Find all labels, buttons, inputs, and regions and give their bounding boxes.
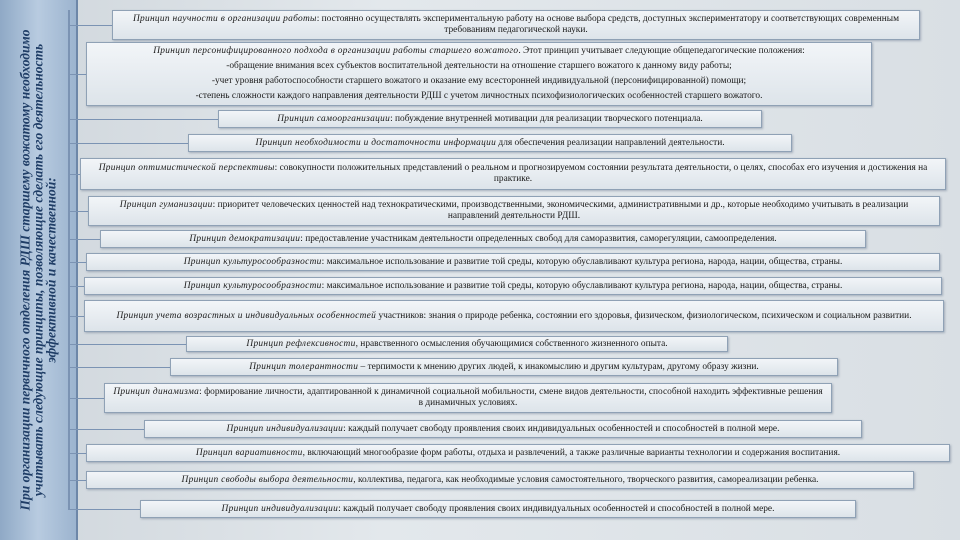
principle-title: Принцип индивидуализации xyxy=(221,503,339,514)
principle-text: : приоритет человеческих ценностей над технократическими, производственными, экономическими, административными и др., которые необходимо учитывать в реализации направлений деятельности РДШ. xyxy=(212,200,909,221)
principle-title: Принцип свободы выбора деятельности xyxy=(181,474,354,485)
principle-box xyxy=(88,196,940,226)
principle-title: Принцип самоорганизации xyxy=(277,113,391,124)
side-panel xyxy=(0,0,78,540)
principle-title: Принцип учета возрастных и индивидуальных особенностей xyxy=(116,310,377,321)
principle-box xyxy=(170,358,838,376)
principle-box xyxy=(84,277,942,295)
connector-tick xyxy=(70,316,84,317)
principle-title: Принцип культуросообразности xyxy=(183,280,322,291)
principle-title: Принцип необходимости и достаточности информации xyxy=(255,137,497,148)
principle-text: , нравственного осмысления обучающимися собственного жизненного опыта. xyxy=(355,338,668,349)
connector-tick xyxy=(70,509,140,510)
principle-text: для обеспечения реализации направлений деятельности. xyxy=(496,137,725,148)
connector-tick xyxy=(70,398,104,399)
connector-tick xyxy=(70,211,88,212)
principle-title: Принцип динамизма xyxy=(113,387,200,397)
connector-tick xyxy=(70,344,186,345)
principle-title: Принцип персонифицированного подхода в организации работы старшего вожатого xyxy=(153,46,519,56)
connector-tick xyxy=(70,25,112,26)
principle-subitem: -учет уровня работоспособности старшего вожатого и оказание ему всесторонней индивидуальной (персонифицированной) помощи; xyxy=(211,76,747,86)
principle-text: , включающий многообразие форм работы, отдыха и развлечений, а также различные варианты технологии и содержания воспитания. xyxy=(302,447,841,458)
principle-text: участников: знания о природе ребенка, состоянии его здоровья, физическом, физиологическом, психическом и социальном развитии. xyxy=(376,310,912,321)
principle-title: Принцип толерантности xyxy=(249,361,359,372)
principle-box xyxy=(218,110,762,128)
connector-tick xyxy=(70,74,86,75)
principle-box xyxy=(144,420,862,438)
principle-box xyxy=(84,300,944,332)
principle-text: : побуждение внутренней мотивации для реализации творческого потенциала. xyxy=(390,113,703,124)
principle-box xyxy=(86,471,914,489)
connector-tick xyxy=(70,262,86,263)
connector-tick xyxy=(70,143,188,144)
principle-box xyxy=(86,42,872,106)
principle-title: Принцип оптимистической перспективы xyxy=(98,163,275,173)
principle-subitem: -степень сложности каждого направления деятельности РДШ с учетом личностных психофизиологических особенностей старшего вожатого. xyxy=(195,91,763,101)
principle-title: Принцип вариативности xyxy=(195,447,303,458)
principle-title: Принцип демократизации xyxy=(189,233,301,244)
connector-line xyxy=(68,10,70,510)
principle-box xyxy=(112,10,920,40)
principle-text: : каждый получает свободу проявления своих индивидуальных особенностей и способностей в полной мере. xyxy=(338,503,775,514)
principle-box xyxy=(104,383,832,413)
connector-tick xyxy=(70,286,84,287)
connector-tick xyxy=(70,174,80,175)
principle-text: : постоянно осуществлять экспериментальную работу на основе выбора средств, доступных экспериментатору и соответствующих современным требованиям педагогической науки. xyxy=(316,14,900,35)
principle-title: Принцип индивидуализации xyxy=(226,423,344,434)
principle-title: Принцип культуросообразности xyxy=(183,256,322,267)
principle-text: : каждый получает свободу проявления своих индивидуальных особенностей и способностей в полной мере. xyxy=(343,423,780,434)
connector-tick xyxy=(70,119,218,120)
connector-tick xyxy=(70,367,170,368)
principle-box xyxy=(186,336,728,352)
principle-text: : совокупности положительных представлений о реальном и прогнозируемом состоянии результата деятельности, о целях, способах его изучения и достижения на практике. xyxy=(274,163,928,184)
principle-box xyxy=(86,444,950,462)
principle-subitem: -обращение внимания всех субъектов воспитательной деятельности на отношение старшего вожатого к данному виду работы; xyxy=(226,61,732,71)
side-title: При организации первичного отделения РДШ старшему вожатому необходимо учитывать следующие принципы, позволяющие сделать его деятельность эффективной и качественной: xyxy=(17,29,59,511)
connector-tick xyxy=(70,453,86,454)
principle-box xyxy=(140,500,856,518)
principle-text: : максимальное использование и развитие той среды, которую обуславливают культура региона, народа, нации, общества, страны. xyxy=(321,256,843,267)
principle-text: – терпимости к мнению других людей, к инакомыслию и другим культурам, другому образу жизни. xyxy=(358,361,759,372)
connector-tick xyxy=(70,239,100,240)
principle-box xyxy=(188,134,792,152)
principle-text: : максимальное использование и развитие той среды, которую обуславливают культура региона, народа, нации, общества, страны. xyxy=(321,280,843,291)
connector-tick xyxy=(70,429,144,430)
principle-box xyxy=(100,230,866,248)
principle-text: , коллектива, педагога, как необходимые условия самостоятельного, творческого развития, самореализации ребенка. xyxy=(353,474,819,485)
principle-text: . Этот принцип учитывает следующие общепедагогические положения: xyxy=(518,46,805,56)
principle-box xyxy=(86,253,940,271)
principle-title: Принцип научности в организации работы xyxy=(132,14,317,24)
principle-text: : предоставление участникам деятельности определенных свобод для саморазвития, саморегуляции, самоопределения. xyxy=(300,233,777,244)
principle-box xyxy=(80,158,946,190)
principle-title: Принцип рефлексивности xyxy=(246,338,356,349)
principle-text: : формирование личности, адаптированной к динамичной социальной мобильности, смене видов деятельности, способной находить эффективные решения в динамичных условиях. xyxy=(199,387,823,408)
principle-title: Принцип гуманизации xyxy=(119,200,213,210)
connector-tick xyxy=(70,480,86,481)
